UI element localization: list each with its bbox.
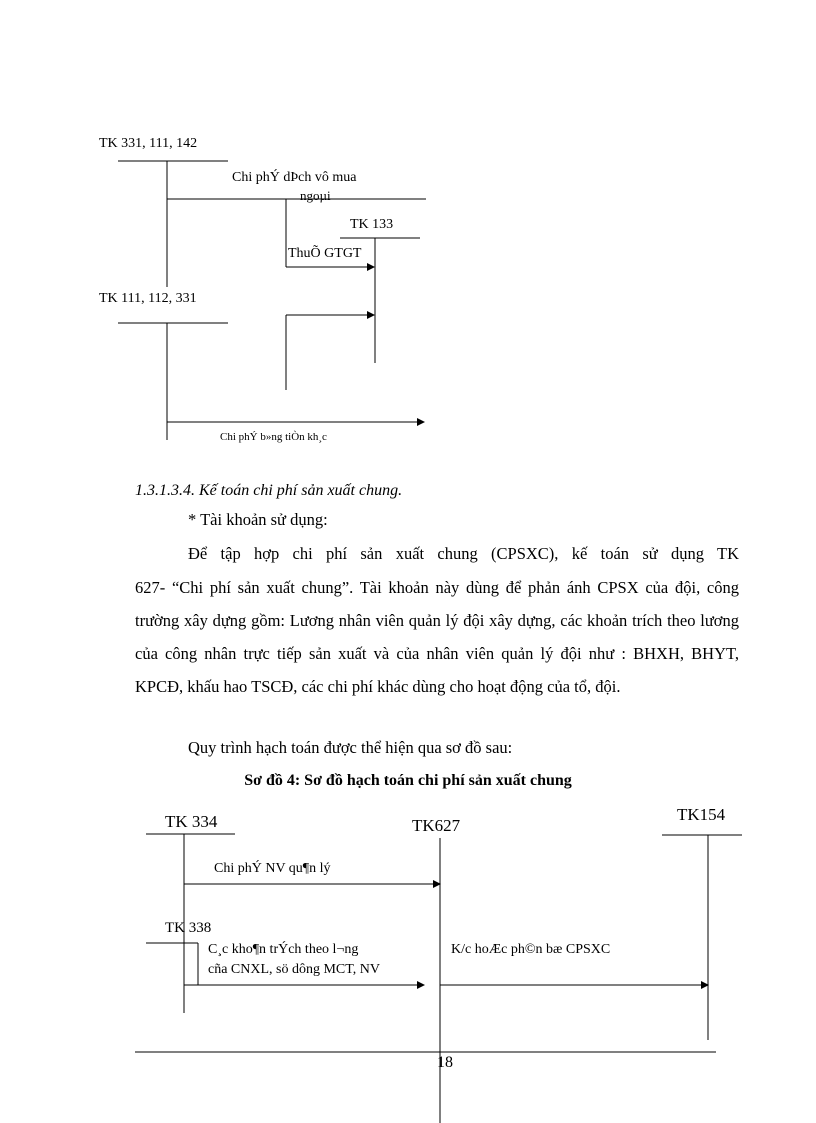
- paragraph1-body: 627- “Chi phí sản xuất chung”. Tài khoản này dùng để phản ánh CPSX của đội, công trường xây dựng gồm: Lương nhân viên quản lý đội xây dựng, các khoản trích theo lương của công nhân trực tiếp sản xuất và của nhân viên quản lý đội như : BHXH, BHYT, KPCĐ, khấu hao TSCĐ, các chi phí khác dùng cho hoạt động của tổ, đội.: [135, 578, 739, 696]
- acct-tk111-112-331: TK 111, 112, 331: [99, 291, 197, 306]
- label-other-cash: Chi phÝ b»ng tiÒn kh¸c: [220, 431, 327, 443]
- label-mgmt-staff: Chi phÝ NV qu¶n lý: [214, 861, 331, 876]
- label-service-line2: ngoµi: [300, 188, 331, 203]
- acct-tk334: TK 334: [165, 812, 218, 831]
- label-vat: ThuÕ GTGT: [288, 246, 362, 261]
- account-heading: * Tài khoản sử dụng:: [188, 510, 328, 529]
- acct-tk338: TK 338: [165, 920, 212, 936]
- label-deductions-line2: cña CNXL, sö dông MCT, NV: [208, 962, 381, 977]
- acct-tk627: TK627: [412, 816, 461, 835]
- acct-tk154: TK154: [677, 805, 726, 824]
- acct-tk331-111-142: TK 331, 111, 142: [99, 136, 198, 151]
- acct-tk133: TK 133: [350, 217, 394, 232]
- label-service-line1: Chi phÝ dÞch vô mua: [232, 170, 357, 185]
- label-transfer: K/c hoÆc ph©n bæ CPSXC: [451, 942, 611, 957]
- label-deductions-line1: C¸c kho¶n trÝch theo l¬ng: [208, 942, 359, 957]
- page-number: 18: [437, 1054, 453, 1071]
- diagram-title: Sơ đồ 4: Sơ đồ hạch toán chi phí sản xuất chung: [244, 772, 572, 789]
- section-title: 1.3.1.3.4. Kế toán chi phí sản xuất chung.: [135, 482, 403, 499]
- paragraph2: Quy trình hạch toán được thể hiện qua sơ đồ sau:: [188, 738, 513, 757]
- paragraph1-first-line: Để tập hợp chi phí sản xuất chung (CPSXC), kế toán sử dụng TK: [188, 544, 739, 563]
